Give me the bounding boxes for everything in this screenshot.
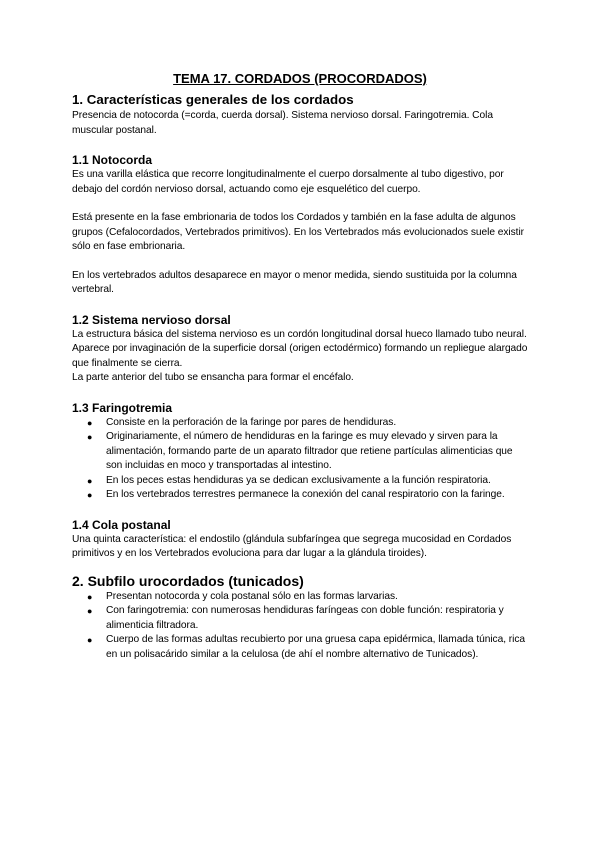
bullet-icon: ● [87,490,93,500]
section-1-3-list [72,416,528,503]
section-1-3-heading: 1.3 Faringotremia [72,400,173,415]
section-1-2-heading: 1.2 Sistema nervioso dorsal [72,312,231,327]
bullet-icon: ● [87,432,93,442]
section-1-4-paragraph-1: Una quinta característica: el endostilo (glándula subfaríngea que segrega mucosidad en Cordados primitivos y en los Vertebrados evoluciona para dar lugar a la glándula tiroides). [72,533,512,559]
section-1-intro: Presencia de notocorda (=corda, cuerda dorsal). Sistema nervioso dorsal. Faringotremia. Cola muscular postanal. [72,110,493,136]
bullet-icon: ● [87,475,93,486]
bullet-icon: ● [87,417,93,428]
bullet-icon: ● [87,606,93,616]
section-1-1-paragraph-2: Está presente en la fase embrionaria de todos los Cordados y también en la fase adulta de algunos grupos (Cefalocordados, Vertebrados primitivos). En los Vertebrados más evolucionados suele existir sólo en fase embrionaria. [72,212,525,252]
list-item-text: Cuerpo de las formas adultas recubierto por una gruesa capa epidérmica, llamada túnica, rica en un polisacárido similar a la celulosa (de ahí el nombre alternativo de Tunicados). [106,634,525,660]
list-item [87,430,528,474]
list-item [87,633,528,662]
section-1-2-paragraph-1: La estructura básica del sistema nervioso es un cordón longitudinal dorsal hueco llamado tubo neural. [72,328,527,340]
section-1-4-heading: 1.4 Cola postanal [72,517,171,532]
list-item-text: En los vertebrados terrestres permanece la conexión del canal respiratorio con la faringe. [106,489,505,500]
list-item [87,590,528,605]
section-1-2-paragraph-2: Aparece por invaginación de la superficie dorsal (origen ectodérmico) formando un repliegue alargado que finalmente se cierra. [72,343,528,369]
list-item-text: Presentan notocorda y cola postanal sólo en las formas larvarias. [106,590,398,602]
bullet-icon: ● [87,635,93,645]
section-1-2-paragraph-3: La parte anterior del tubo se ensancha para formar el encéfalo. [72,372,354,383]
list-item [87,474,528,489]
section-1-1-paragraph-3: En los vertebrados adultos desaparece en mayor o menor medida, siendo sustituida por la columna vertebral. [72,269,517,295]
document-title: TEMA 17. CORDADOS (PROCORDADOS) [173,71,427,86]
list-item-text: En los peces estas hendiduras ya se dedican exclusivamente a la función respiratoria. [106,474,491,486]
section-1-heading: 1. Características generales de los cordados [72,92,354,107]
document-page [72,70,528,662]
list-item-text: Con faringotremia: con numerosas hendiduras faríngeas con doble función: respiratoria y alimenticia filtradora. [106,605,504,631]
list-item-text: Consiste en la perforación de la faringe por pares de hendiduras. [106,416,397,428]
section-1-1-heading: 1.1 Notocorda [72,153,153,167]
list-item [87,604,528,633]
list-item [87,416,528,431]
section-1-1-paragraph-1: Es una varilla elástica que recorre longitudinalmente el cuerpo dorsalmente al tubo digestivo, por debajo del cordón nervioso dorsal, actuando como eje esquelético del cuerpo. [72,169,504,195]
list-item-text: Originariamente, el número de hendiduras en la faringe es muy elevado y sirven para la alimentación, formando parte de un aparato filtrador que retiene partículas alimenticias que son incluidas en moco y transportadas al intestino. [106,431,513,471]
bullet-icon: ● [87,591,93,602]
section-2-list [72,590,528,663]
list-item [87,488,528,503]
section-2-heading: 2. Subfilo urocordados (tunicados) [72,572,304,589]
